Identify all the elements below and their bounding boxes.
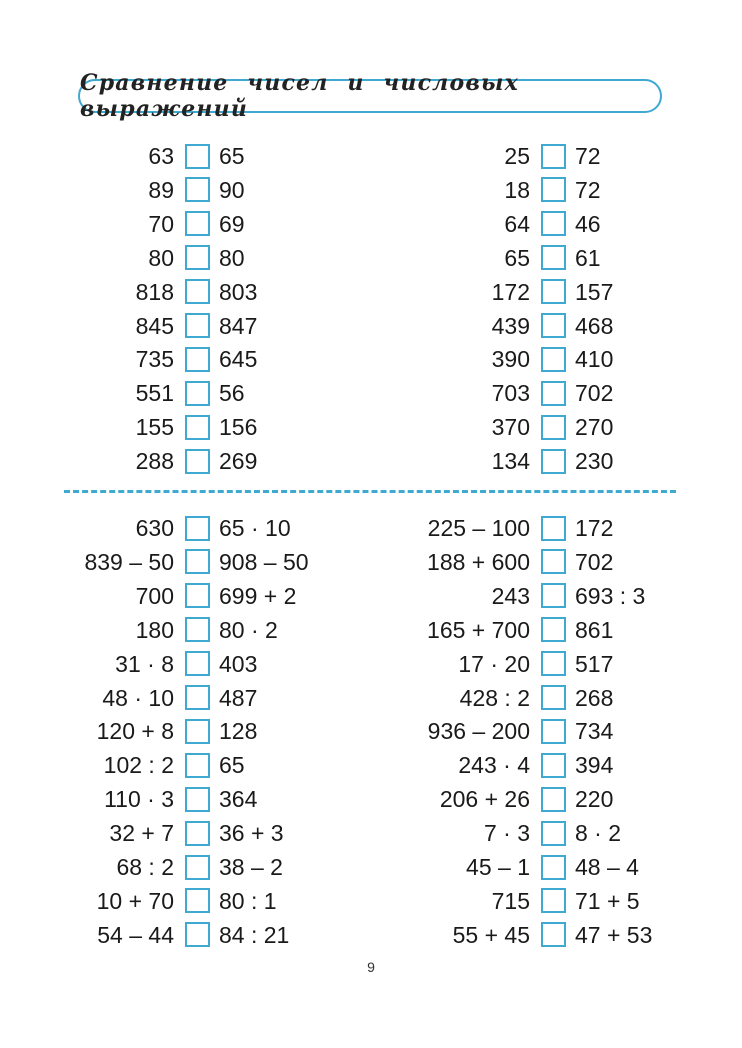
right-expression: 38 – 2 xyxy=(219,854,283,880)
comparison-row xyxy=(14,414,369,440)
comparison-row xyxy=(14,549,369,575)
left-expression: 551 xyxy=(135,380,174,407)
comparison-row xyxy=(370,583,725,609)
comparison-row xyxy=(14,313,369,339)
right-expression: 468 xyxy=(575,312,614,339)
answer-box[interactable] xyxy=(185,651,210,676)
comparison-row xyxy=(14,515,369,541)
comparison-row xyxy=(370,279,725,305)
right-expression: 72 xyxy=(575,143,601,169)
right-expression: 172 xyxy=(575,515,614,541)
right-expression: 80 · 2 xyxy=(219,616,278,643)
answer-box[interactable] xyxy=(185,177,210,202)
comparison-row xyxy=(370,549,725,575)
left-expression: 630 xyxy=(135,515,174,541)
comparison-row xyxy=(370,786,725,812)
comparison-row xyxy=(14,380,369,406)
right-expression: 364 xyxy=(219,786,258,813)
right-expression: 699 + 2 xyxy=(219,582,297,609)
answer-box[interactable] xyxy=(185,787,210,812)
answer-box[interactable] xyxy=(185,549,210,574)
comparison-row xyxy=(370,922,725,948)
left-expression: 17 · 20 xyxy=(458,650,530,677)
answer-box[interactable] xyxy=(185,449,210,474)
comparison-row xyxy=(370,313,725,339)
page-title: Сравнение чисел и числовых выражений xyxy=(80,70,519,122)
left-expression: 68 : 2 xyxy=(116,854,174,880)
right-expression: 734 xyxy=(575,718,614,745)
left-expression: 64 xyxy=(504,210,530,237)
answer-box[interactable] xyxy=(185,245,210,270)
comparison-row xyxy=(14,177,369,203)
left-expression: 839 – 50 xyxy=(84,548,174,575)
right-expression: 47 + 53 xyxy=(575,921,653,948)
answer-box[interactable] xyxy=(541,583,566,608)
right-expression: 65 xyxy=(219,752,245,779)
right-expression: 269 xyxy=(219,448,258,475)
comparison-row xyxy=(370,346,725,372)
left-expression: 65 xyxy=(504,244,530,271)
left-expression: 55 + 45 xyxy=(452,921,530,948)
left-expression: 428 : 2 xyxy=(459,684,530,711)
left-expression: 7 · 3 xyxy=(483,820,530,847)
answer-box[interactable] xyxy=(541,888,566,913)
comparison-row xyxy=(370,888,725,914)
answer-box[interactable] xyxy=(541,177,566,202)
answer-box[interactable] xyxy=(185,144,210,169)
right-expression: 69 xyxy=(219,210,245,237)
answer-box[interactable] xyxy=(541,245,566,270)
left-expression: 134 xyxy=(491,448,530,475)
answer-box[interactable] xyxy=(541,415,566,440)
comparison-row xyxy=(14,820,369,846)
left-expression: 32 + 7 xyxy=(109,820,174,847)
right-expression: 8 · 2 xyxy=(575,820,622,847)
comparison-row xyxy=(370,617,725,643)
right-expression: 847 xyxy=(219,312,258,339)
right-expression: 56 xyxy=(219,380,245,407)
answer-box[interactable] xyxy=(541,549,566,574)
right-expression: 84 : 21 xyxy=(219,921,290,948)
left-expression: 715 xyxy=(491,887,530,914)
right-expression: 517 xyxy=(575,650,614,677)
right-expression: 36 + 3 xyxy=(219,820,284,847)
left-expression: 45 – 1 xyxy=(466,854,530,880)
right-expression: 861 xyxy=(575,616,614,643)
comparison-row xyxy=(14,786,369,812)
answer-box[interactable] xyxy=(541,449,566,474)
title-banner xyxy=(78,70,662,122)
right-expression: 394 xyxy=(575,752,614,779)
comparison-row xyxy=(370,380,725,406)
left-expression: 10 + 70 xyxy=(96,887,174,914)
right-expression: 268 xyxy=(575,684,614,711)
comparison-row xyxy=(14,854,369,880)
left-expression: 288 xyxy=(135,448,174,475)
comparison-row xyxy=(370,245,725,271)
left-expression: 63 xyxy=(148,143,174,169)
answer-box[interactable] xyxy=(185,922,210,947)
comparison-row xyxy=(14,583,369,609)
comparison-row xyxy=(370,177,725,203)
answer-box[interactable] xyxy=(541,381,566,406)
comparison-row xyxy=(14,752,369,778)
left-expression: 206 + 26 xyxy=(439,786,530,813)
right-expression: 48 – 4 xyxy=(575,854,639,880)
left-expression: 172 xyxy=(491,278,530,305)
right-expression: 90 xyxy=(219,176,245,203)
answer-box[interactable] xyxy=(541,144,566,169)
right-expression: 410 xyxy=(575,346,614,373)
answer-box[interactable] xyxy=(541,685,566,710)
comparison-row xyxy=(370,752,725,778)
comparison-row xyxy=(14,718,369,744)
left-expression: 703 xyxy=(491,380,530,407)
left-expression: 735 xyxy=(135,346,174,373)
left-expression: 48 · 10 xyxy=(102,684,174,711)
right-expression: 80 xyxy=(219,244,245,271)
right-expression: 71 + 5 xyxy=(575,887,640,914)
comparison-row xyxy=(14,245,369,271)
left-expression: 225 – 100 xyxy=(427,515,530,541)
right-expression: 803 xyxy=(219,278,258,305)
answer-box[interactable] xyxy=(541,787,566,812)
comparison-row xyxy=(370,143,725,169)
comparison-row xyxy=(14,279,369,305)
answer-box[interactable] xyxy=(185,347,210,372)
answer-box[interactable] xyxy=(185,583,210,608)
comparison-row xyxy=(370,820,725,846)
right-expression: 72 xyxy=(575,176,601,203)
left-expression: 439 xyxy=(491,312,530,339)
answer-box[interactable] xyxy=(185,617,210,642)
answer-box[interactable] xyxy=(541,753,566,778)
left-expression: 243 xyxy=(491,582,530,609)
answer-box[interactable] xyxy=(541,922,566,947)
answer-box[interactable] xyxy=(541,617,566,642)
answer-box[interactable] xyxy=(541,651,566,676)
section-divider xyxy=(64,490,676,493)
answer-box[interactable] xyxy=(185,821,210,846)
answer-box[interactable] xyxy=(185,753,210,778)
comparison-row xyxy=(370,854,725,880)
left-expression: 102 : 2 xyxy=(103,752,174,779)
right-expression: 65 · 10 xyxy=(219,515,291,541)
left-expression: 155 xyxy=(135,414,174,441)
left-expression: 120 + 8 xyxy=(96,718,174,745)
answer-box[interactable] xyxy=(541,211,566,236)
left-expression: 25 xyxy=(504,143,530,169)
right-expression: 65 xyxy=(219,143,245,169)
left-expression: 818 xyxy=(135,278,174,305)
left-expression: 700 xyxy=(135,582,174,609)
left-expression: 165 + 700 xyxy=(427,616,530,643)
left-expression: 243 · 4 xyxy=(458,752,530,779)
page-number: 9 xyxy=(367,959,375,975)
comparison-row xyxy=(370,651,725,677)
left-expression: 70 xyxy=(148,210,174,237)
comparison-row xyxy=(370,211,725,237)
answer-box[interactable] xyxy=(185,719,210,744)
answer-box[interactable] xyxy=(185,415,210,440)
left-expression: 54 – 44 xyxy=(97,921,174,948)
comparison-row xyxy=(14,922,369,948)
answer-box[interactable] xyxy=(185,685,210,710)
left-expression: 370 xyxy=(491,414,530,441)
comparison-row xyxy=(370,448,725,474)
comparison-row xyxy=(370,515,725,541)
right-expression: 693 : 3 xyxy=(575,582,646,609)
answer-box[interactable] xyxy=(541,855,566,880)
right-expression: 220 xyxy=(575,786,614,813)
answer-box[interactable] xyxy=(185,855,210,880)
left-expression: 31 · 8 xyxy=(115,650,174,677)
left-expression: 188 + 600 xyxy=(427,548,530,575)
left-expression: 80 xyxy=(148,244,174,271)
right-expression: 270 xyxy=(575,414,614,441)
answer-box[interactable] xyxy=(185,211,210,236)
comparison-row xyxy=(14,685,369,711)
comparison-row xyxy=(370,414,725,440)
right-expression: 128 xyxy=(219,718,258,745)
answer-box[interactable] xyxy=(541,279,566,304)
answer-box[interactable] xyxy=(541,719,566,744)
right-expression: 156 xyxy=(219,414,258,441)
comparison-row xyxy=(370,685,725,711)
comparison-row xyxy=(14,888,369,914)
right-expression: 46 xyxy=(575,210,601,237)
comparison-row xyxy=(14,448,369,474)
right-expression: 61 xyxy=(575,244,601,271)
left-expression: 936 – 200 xyxy=(427,718,530,745)
right-expression: 403 xyxy=(219,650,258,677)
answer-box[interactable] xyxy=(541,347,566,372)
left-expression: 89 xyxy=(148,176,174,203)
left-expression: 845 xyxy=(135,312,174,339)
left-expression: 18 xyxy=(504,176,530,203)
comparison-row xyxy=(14,617,369,643)
right-expression: 908 – 50 xyxy=(219,548,309,575)
comparison-row xyxy=(14,211,369,237)
right-expression: 157 xyxy=(575,278,614,305)
right-expression: 645 xyxy=(219,346,258,373)
comparison-row xyxy=(14,651,369,677)
right-expression: 230 xyxy=(575,448,614,475)
right-expression: 487 xyxy=(219,684,258,711)
right-expression: 702 xyxy=(575,380,614,407)
right-expression: 80 : 1 xyxy=(219,887,277,914)
answer-box[interactable] xyxy=(541,821,566,846)
comparison-row xyxy=(14,346,369,372)
answer-box[interactable] xyxy=(185,279,210,304)
right-expression: 702 xyxy=(575,548,614,575)
left-expression: 390 xyxy=(491,346,530,373)
answer-box[interactable] xyxy=(185,888,210,913)
left-expression: 180 xyxy=(135,616,174,643)
answer-box[interactable] xyxy=(541,516,566,541)
answer-box[interactable] xyxy=(185,381,210,406)
left-expression: 110 · 3 xyxy=(104,786,174,813)
answer-box[interactable] xyxy=(185,516,210,541)
comparison-row xyxy=(14,143,369,169)
answer-box[interactable] xyxy=(541,313,566,338)
answer-box[interactable] xyxy=(185,313,210,338)
comparison-row xyxy=(370,718,725,744)
